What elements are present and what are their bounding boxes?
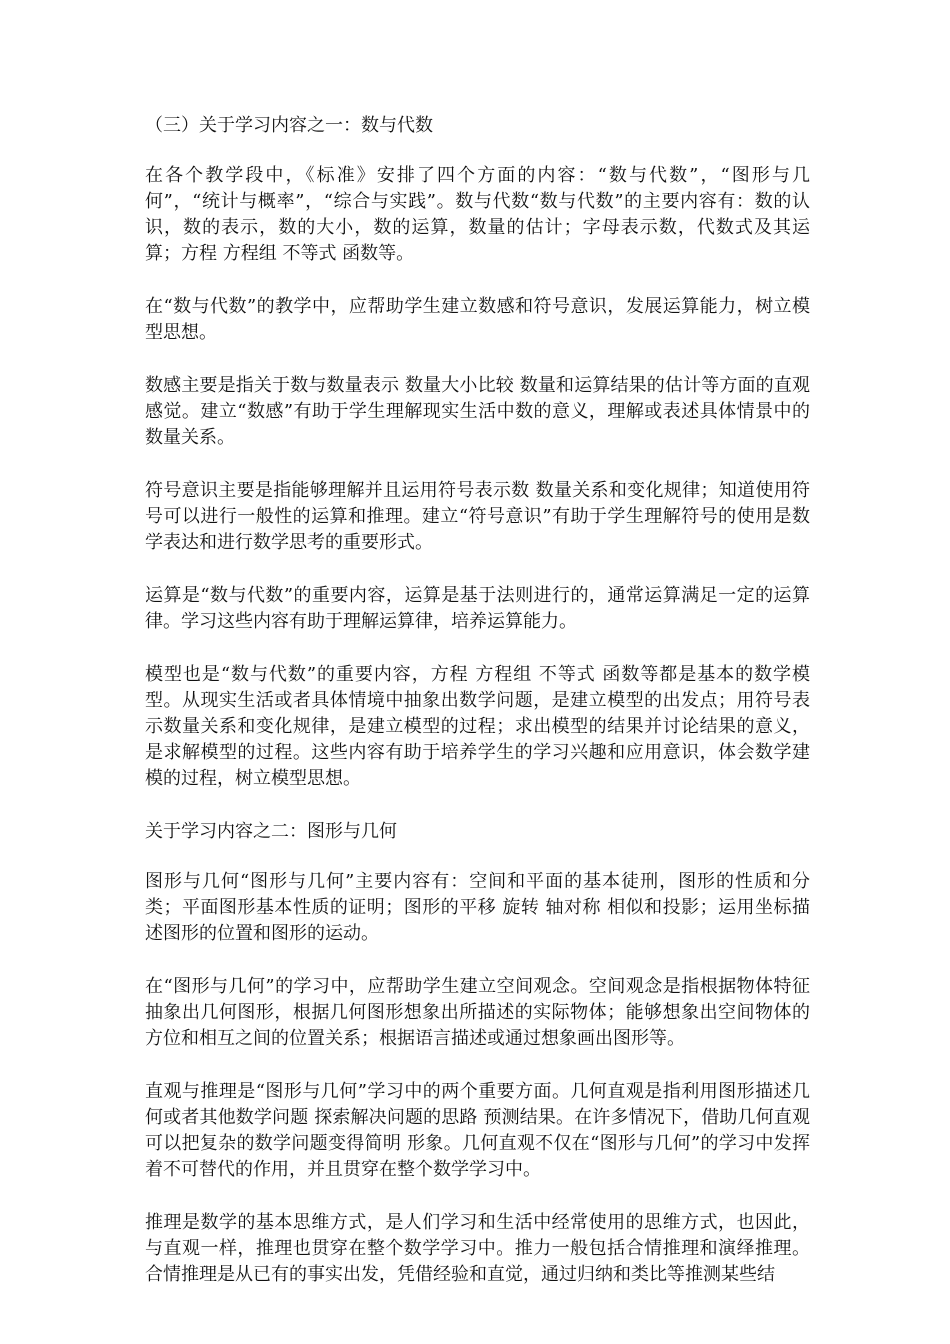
section-heading-geometry: 关于学习内容之二：图形与几何 [145,821,397,842]
paragraph-teaching-goals: 在“数与代数”的教学中，应帮助学生建立数感和符号意识，发展运算能力，树立模型思想。 [145,296,810,343]
paragraph-models: 模型也是“数与代数”的重要内容，方程 方程组 不等式 函数等都是基本的数学模型。从现实生活或者具体情境中抽象出数学问题，是建立模型的出发点；用符号表示数量关系和变化规律，是建立模型的过程；求出模型的结果并讨论结果的意义，是求解模型的过程。这些内容有助于培养学生的学习兴趣和应用意识，体会数学建模的过程，树立模型思想。 [145,664,810,789]
paragraph-number-sense: 数感主要是指关于数与数量表示 数量大小比较 数量和运算结果的估计等方面的直观感觉。建立“数感”有助于学生理解现实生活中数的意义，理解或表述具体情景中的数量关系。 [145,375,810,448]
paragraph-content-areas: 在各个教学段中，《标准》安排了四个方面的内容：“数与代数”，“图形与几何”，“统计与概率”，“综合与实践”。数与代数“数与代数”的主要内容有：数的认识，数的表示，数的大小，数的运算，数量的估计；字母表示数，代数式及其运算；方程 方程组 不等式 函数等。 [145,165,810,264]
paragraph-spatial-concepts: 在“图形与几何”的学习中，应帮助学生建立空间观念。空间观念是指根据物体特征抽象出几何图形，根据几何图形想象出所描述的实际物体；能够想象出空间物体的方位和相互之间的位置关系；根据语言描述或通过想象画出图形等。 [145,976,810,1049]
paragraph-symbol-awareness: 符号意识主要是指能够理解并且运用符号表示数 数量关系和变化规律；知道使用符号可以进行一般性的运算和推理。建立“符号意识”有助于学生理解符号的使用是数学表达和进行数学思考的重要形式。 [145,480,810,553]
paragraph-geometry-content: 图形与几何“图形与几何”主要内容有：空间和平面的基本徒刑，图形的性质和分类；平面图形基本性质的证明；图形的平移 旋转 轴对称 相似和投影；运用坐标描述图形的位置和图形的运动。 [145,871,810,944]
paragraph-intuition-and-reasoning: 直观与推理是“图形与几何”学习中的两个重要方面。几何直观是指利用图形描述几何或者其他数学问题 探索解决问题的思路 预测结果。在许多情况下，借助几何直观可以把复杂的数学问题变得简明 形象。几何直观不仅在“图形与几何”的学习中发挥着不可替代的作用，并且贯穿在整个数学学习中。 [145,1081,810,1180]
section-heading-number-and-algebra: （三）关于学习内容之一：数与代数 [145,115,433,136]
paragraph-operations: 运算是“数与代数”的重要内容，运算是基于法则进行的，通常运算满足一定的运算律。学习这些内容有助于理解运算律，培养运算能力。 [145,585,810,632]
paragraph-reasoning: 推理是数学的基本思维方式，是人们学习和生活中经常使用的思维方式，也因此，与直观一样，推理也贯穿在整个数学学习中。推力一般包括合情推理和演绎推理。合情推理是从已有的事实出发，凭借经验和直觉，通过归纳和类比等推测某些结 [145,1212,810,1285]
document-body [145,113,810,1315]
